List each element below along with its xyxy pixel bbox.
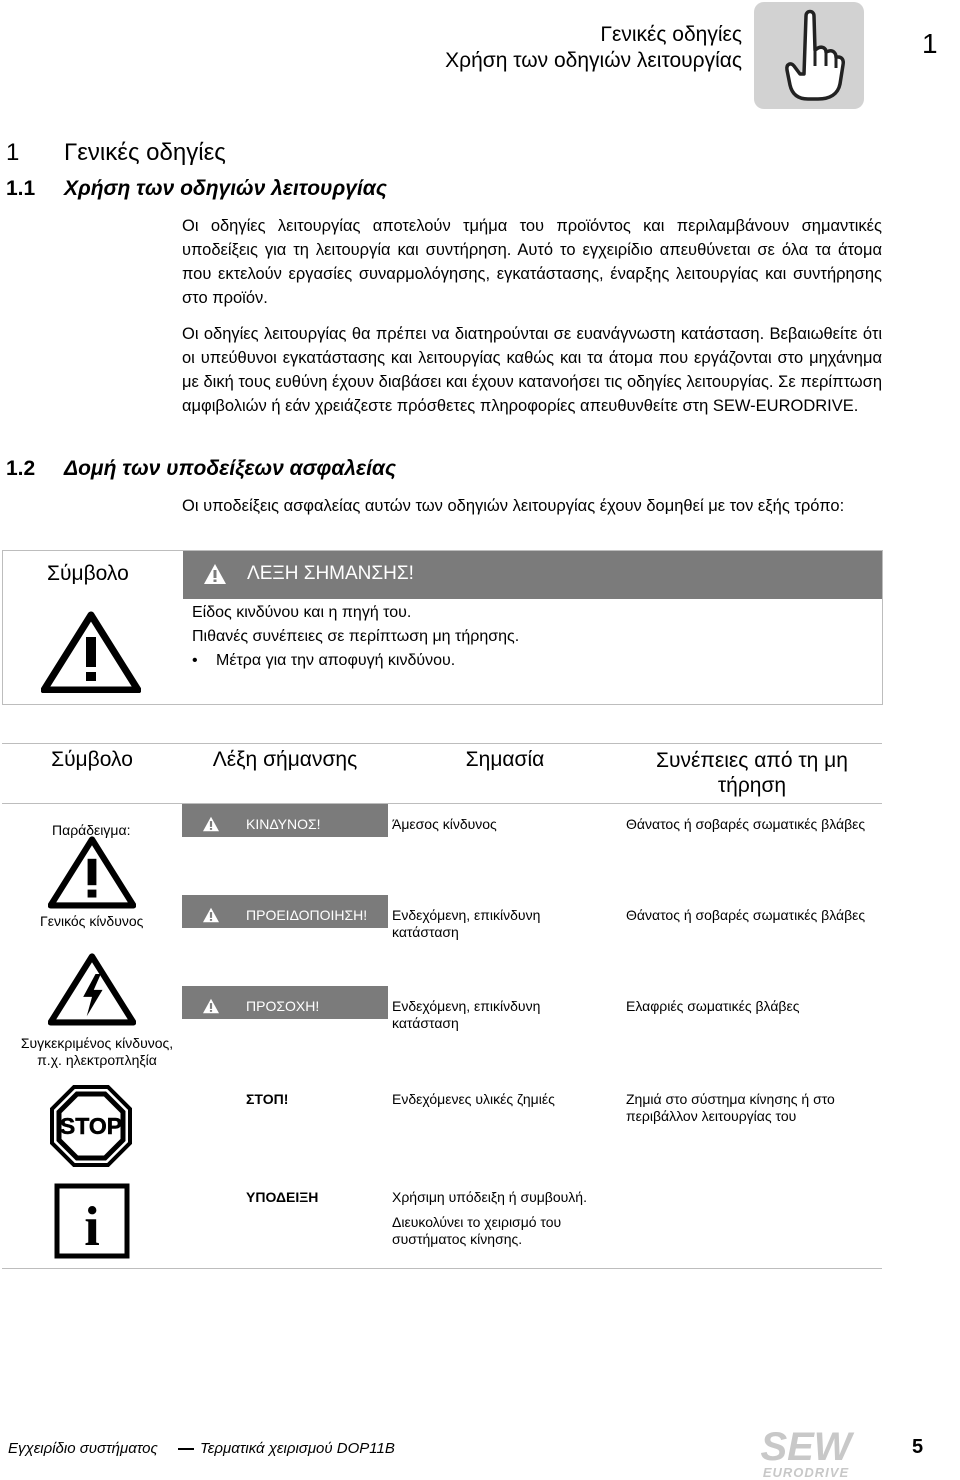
measures-line: [192, 649, 519, 673]
table-header: Σημασία: [388, 744, 622, 804]
consequence: Ζημιά στο σύστημα κίνησης ή στο περιβάλλον λειτουργίας του: [626, 1090, 835, 1124]
meaning: Διευκολύνει το χειρισμό του συστήματος κίνησης.: [392, 1213, 562, 1247]
hazard-type-line: Είδος κινδύνου και η πηγή του.: [192, 604, 412, 621]
paragraph: Οι οδηγίες λειτουργίας θα πρέπει να διατηρούνται σε ευανάγνωστη κατάσταση. Βεβαιωθείτε ότι οι υπεύθυνοι εγκατάστασης και λειτουργίας καθώς και τα άτομα που εργάζονται στο μηχάνημα με δική τους ευθύνη έχουν διαβάσει και έχουν κατανοήσει τις οδηγίες λειτουργίας. Σε περίπτωση αμφιβολιών ή εάν χρειάζεστε πρόσθετες πληροφορίες απευθυνθείτε στη SEW-EURODRIVE.: [182, 325, 882, 415]
header-title: Γενικές οδηγίες: [600, 23, 742, 46]
paragraph: Οι οδηγίες λειτουργίας αποτελούν τμήμα του προϊόντος και περιλαμβάνουν σημαντικές υποδείξεις για τη λειτουργία και συντήρηση. Αυτό το εγχειρίδιο απευθύνεται σε όλα τα άτομα που εκτελούν εργασίες συναρμολόγησης, εγκατάστασης, έναρξης λειτουργίας και συντήρησης στο προϊόν.: [182, 217, 882, 307]
table-row: [2, 1079, 882, 1177]
symbol-caption: Γενικός κίνδυνος: [40, 912, 144, 929]
section-title: Χρήση των οδηγιών λειτουργίας: [64, 177, 387, 200]
meaning: Άμεσος κίνδυνος: [392, 816, 497, 832]
bullet: •: [192, 652, 198, 669]
warning-small-icon: [202, 907, 220, 923]
info-text: i: [84, 1195, 100, 1258]
meaning: Ενδεχόμενη, επικίνδυνη κατάσταση: [392, 997, 541, 1031]
warning-triangle-icon: [41, 611, 141, 693]
footer-product: Τερματικά χειρισμού DOP11B: [200, 1440, 395, 1457]
logo-bottom: EURODRIVE: [762, 1465, 850, 1480]
electric-hazard-icon: [48, 952, 136, 1026]
section-title: Γενικές οδηγίες: [64, 139, 226, 166]
consequence: [622, 1177, 882, 1189]
signal-word: ΛΕΞΗ ΣΗΜΑΝΣΗΣ!: [247, 563, 414, 584]
table-header-row: [2, 744, 882, 804]
stop-text: STOP: [59, 1112, 123, 1139]
table-row: [2, 1177, 882, 1269]
table-header: Λέξη σήμανσης: [182, 744, 388, 804]
table-header: Συνέπειες από τη μη τήρηση: [622, 744, 882, 804]
sew-logo: [752, 1425, 860, 1480]
meaning: Χρήσιμη υπόδειξη ή συμβουλή.: [392, 1188, 587, 1205]
section-1-heading: [6, 139, 226, 167]
table-header: Σύμβολο: [2, 744, 182, 804]
signal-word: ΠΡΟΣΟΧΗ!: [246, 997, 320, 1014]
signal-word: ΚΙΝΔΥΝΟΣ!: [246, 816, 321, 832]
footer-manual: Εγχειρίδιο συστήματος: [8, 1440, 158, 1457]
section-title: Δομή των υποδείξεων ασφαλείας: [64, 457, 397, 480]
footer-dash: [178, 1448, 194, 1450]
measures-text: Μέτρα για την αποφυγή κινδύνου.: [216, 652, 456, 669]
signal-word-bar: [183, 551, 882, 599]
signal-word: ΣΤΟΠ!: [246, 1090, 289, 1107]
section-1-1-body: [182, 214, 882, 430]
warning-small-icon: [202, 816, 220, 832]
consequence-line: Πιθανές συνέπειες σε περίπτωση μη τήρησης.: [192, 628, 520, 645]
section-1-2-heading: [6, 457, 396, 481]
section-1-2-intro: Οι υποδείξεις ασφαλείας αυτών των οδηγιών λειτουργίας έχουν δομηθεί με τον εξής τρόπο:: [182, 497, 845, 515]
symbol-caption-line: Συγκεκριμένος κίνδυνος,: [20, 1034, 174, 1051]
consequence: Ελαφριές σωματικές βλάβες: [626, 997, 800, 1014]
meaning: Ενδεχόμενη, επικίνδυνη κατάσταση: [392, 906, 541, 940]
section-1-1-heading: [6, 177, 387, 201]
pointing-hand-icon: [754, 2, 864, 109]
header-icon-box: [754, 2, 864, 109]
symbol-label: Σύμβολο: [47, 562, 129, 585]
signal-word: ΥΠΟΔΕΙΞΗ: [246, 1188, 319, 1205]
warning-small-icon: [203, 563, 227, 585]
chapter-number: 1: [922, 28, 938, 59]
consequence: Θάνατος ή σοβαρές σωματικές βλάβες: [626, 816, 866, 832]
info-icon: [54, 1183, 130, 1259]
structure-lines: [192, 601, 519, 673]
stop-sign-icon: [50, 1085, 132, 1167]
consequence: Θάνατος ή σοβαρές σωματικές βλάβες: [626, 906, 866, 923]
page-number: 5: [912, 1436, 924, 1458]
signal-word-table: [2, 743, 882, 1269]
table-row: [2, 986, 882, 1079]
logo-top: SEW: [760, 1425, 852, 1469]
header-subtitle: Χρήση των οδηγιών λειτουργίας: [445, 49, 742, 72]
signal-word: ΠΡΟΕΙΔΟΠΟΙΗΣΗ!: [246, 906, 368, 923]
meaning: Ενδεχόμενες υλικές ζημιές: [392, 1090, 555, 1107]
section-number: 1: [6, 139, 20, 166]
section-number: 1.2: [6, 457, 36, 480]
example-label: Παράδειγμα:: [52, 822, 131, 838]
warning-small-icon: [202, 998, 220, 1014]
symbol-caption-line: π.χ. ηλεκτροπληξία: [37, 1051, 157, 1068]
symbol-caption: [12, 1035, 182, 1069]
section-number: 1.1: [6, 177, 36, 200]
safety-note-structure-box: [2, 550, 883, 705]
warning-triangle-icon: [48, 835, 136, 909]
